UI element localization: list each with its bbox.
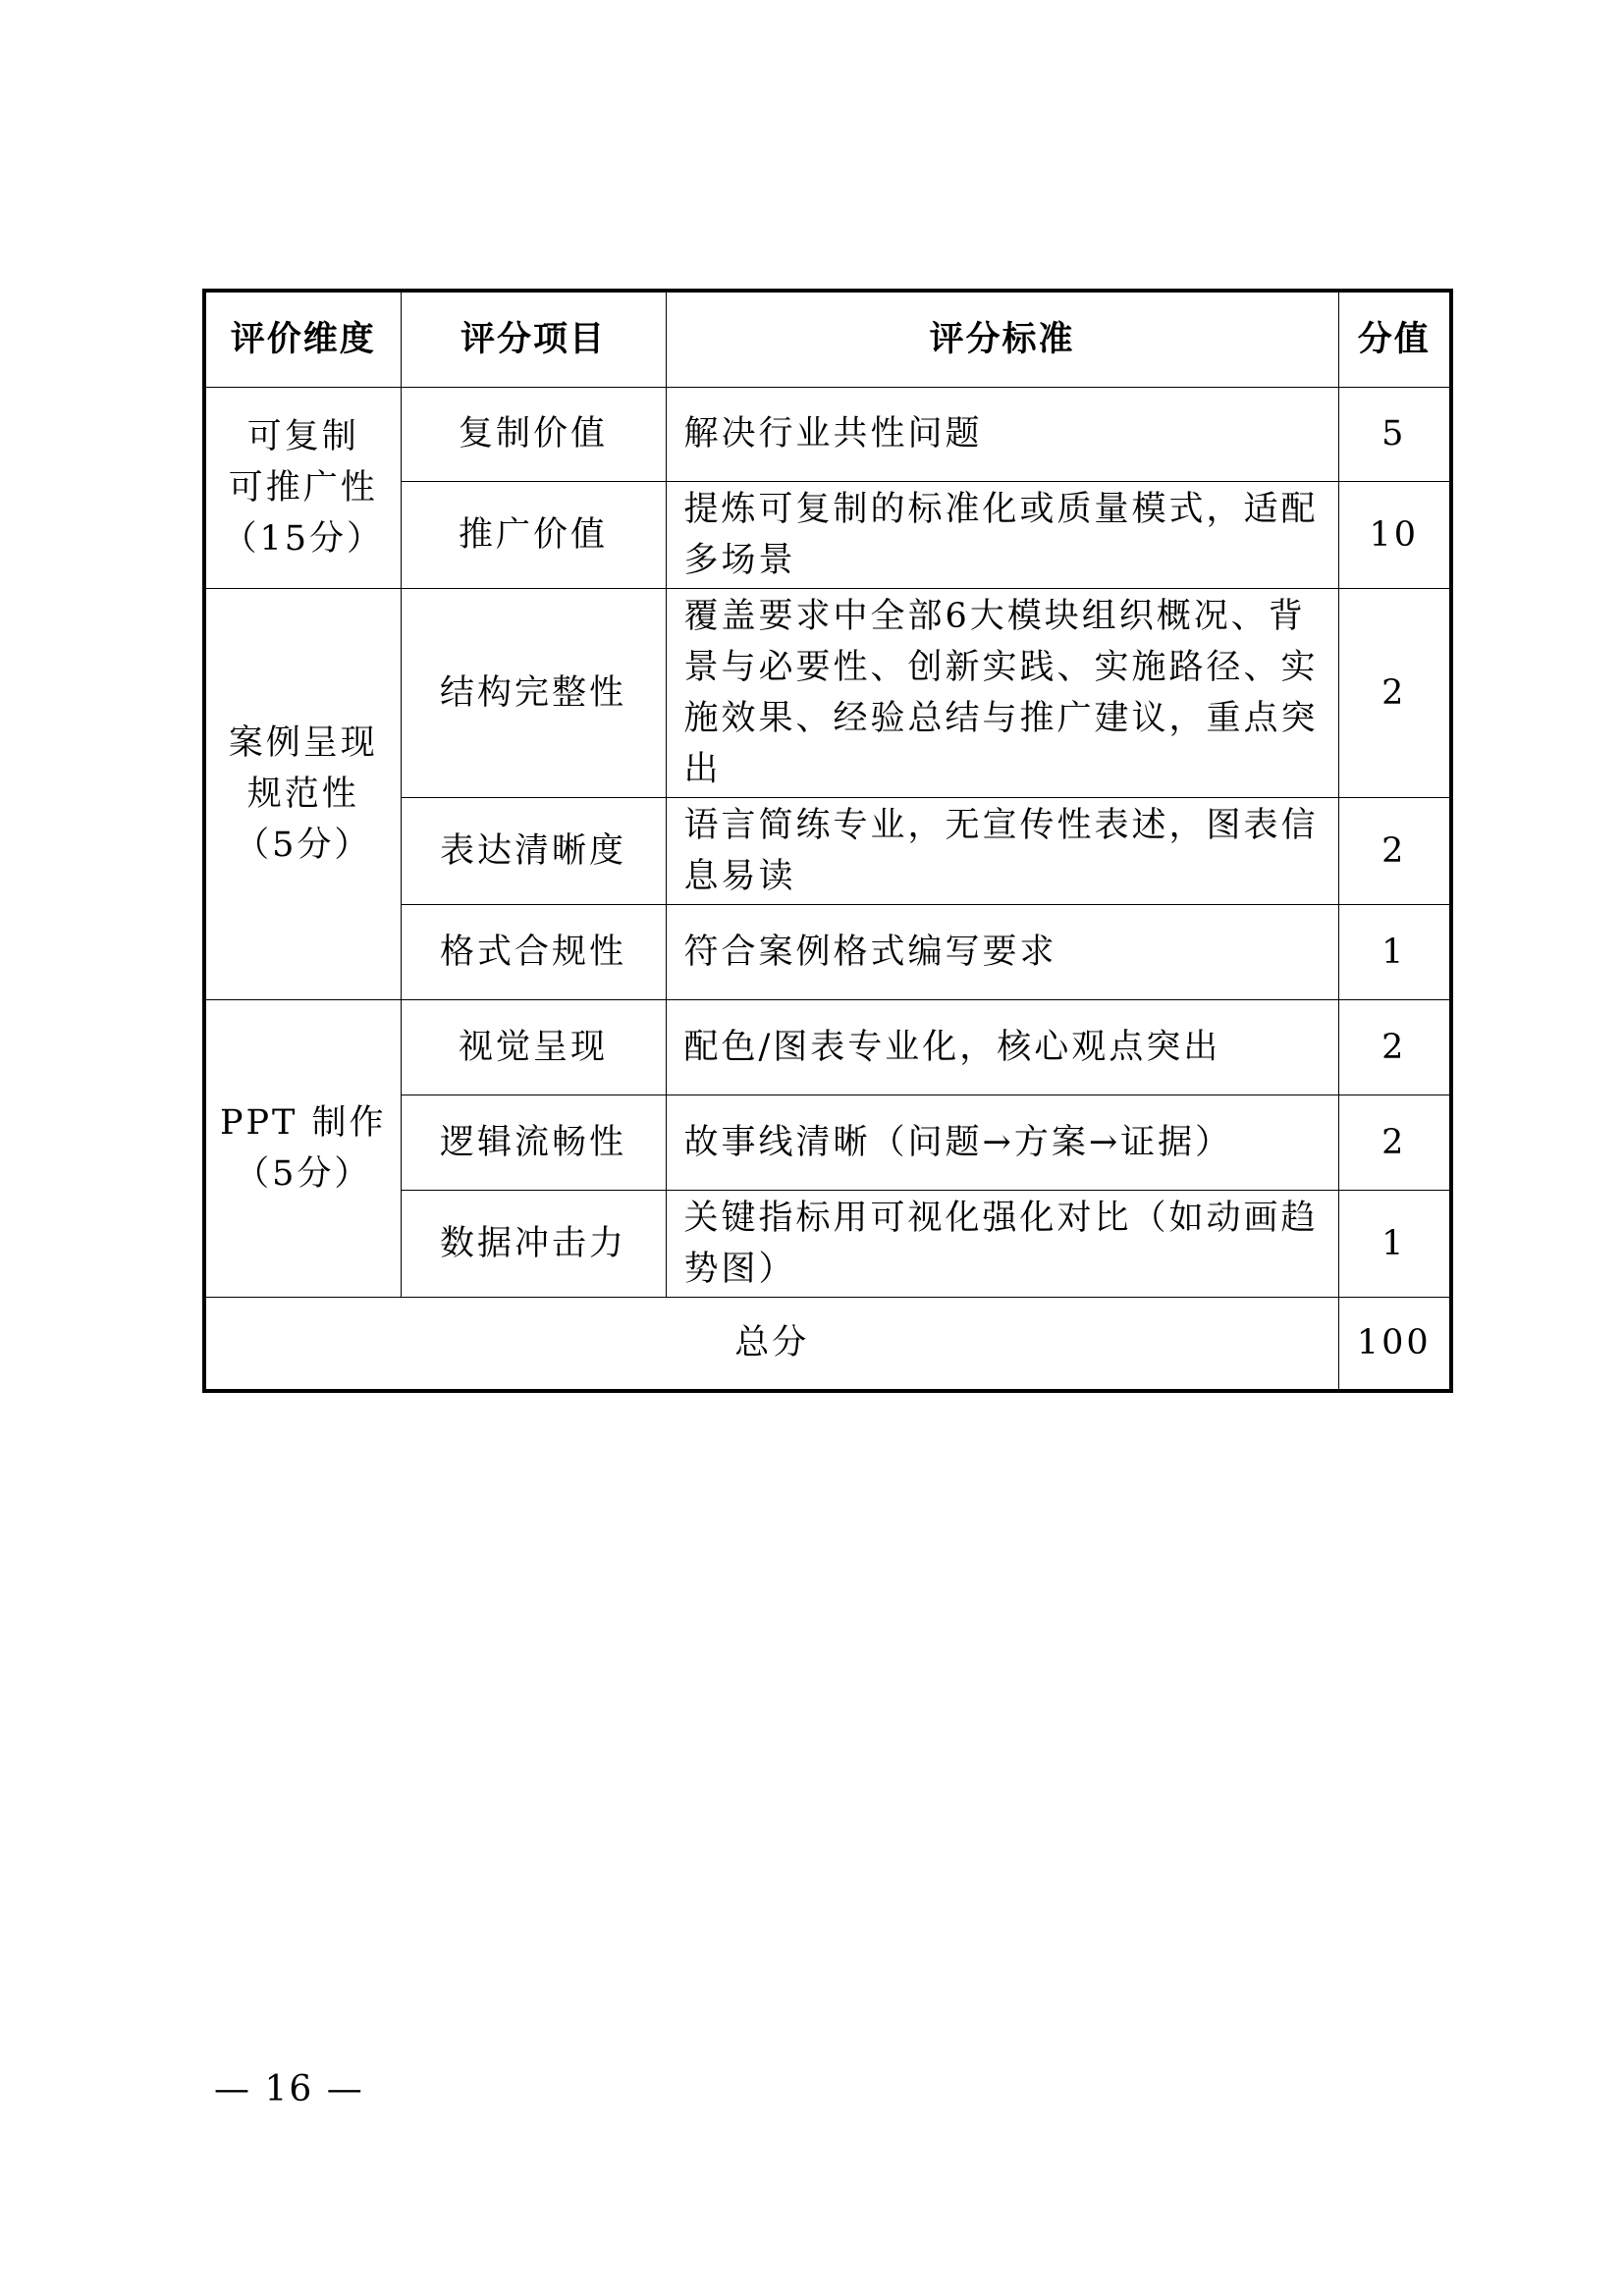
criteria-cell: 关键指标用可视化强化对比（如动画趋势图） (666, 1190, 1338, 1297)
dimension-cell (204, 588, 401, 999)
item-cell: 格式合规性 (401, 904, 666, 999)
header-score: 分值 (1338, 291, 1451, 387)
dimension-cell (204, 999, 401, 1297)
table-row (204, 387, 1451, 481)
item-cell: 复制价值 (401, 387, 666, 481)
item-cell: 逻辑流畅性 (401, 1095, 666, 1190)
score-cell: 10 (1338, 481, 1451, 588)
score-cell: 2 (1338, 1095, 1451, 1190)
table-row (204, 588, 1451, 797)
score-cell: 1 (1338, 1190, 1451, 1297)
score-cell: 1 (1338, 904, 1451, 999)
total-score: 100 (1338, 1297, 1451, 1391)
dimension-line: 规范性 (246, 774, 359, 814)
item-cell: 表达清晰度 (401, 797, 666, 904)
total-row (204, 1297, 1451, 1391)
score-cell: 2 (1338, 797, 1451, 904)
criteria-cell: 覆盖要求中全部6大模块组织概况、背景与必要性、创新实践、实施路径、实施效果、经验总结与推广建议，重点突出 (666, 588, 1338, 797)
dimension-line: 可推广性 (228, 467, 378, 507)
header-dimension: 评价维度 (204, 291, 401, 387)
dimension-line: 案例呈现 (228, 722, 378, 763)
scoring-table (202, 289, 1453, 1393)
dimension-line: （5分） (235, 1153, 372, 1194)
header-item: 评分项目 (401, 291, 666, 387)
criteria-cell: 符合案例格式编写要求 (666, 904, 1338, 999)
item-cell: 视觉呈现 (401, 999, 666, 1095)
criteria-cell: 语言简练专业，无宣传性表述，图表信息易读 (666, 797, 1338, 904)
score-cell: 2 (1338, 588, 1451, 797)
dimension-line: （15分） (222, 518, 385, 559)
score-cell: 2 (1338, 999, 1451, 1095)
item-cell: 推广价值 (401, 481, 666, 588)
criteria-cell: 故事线清晰（问题→方案→证据） (666, 1095, 1338, 1190)
item-cell: 结构完整性 (401, 588, 666, 797)
table-row (204, 999, 1451, 1095)
header-criteria: 评分标准 (666, 291, 1338, 387)
score-cell: 5 (1338, 387, 1451, 481)
criteria-cell: 配色/图表专业化，核心观点突出 (666, 999, 1338, 1095)
criteria-cell: 提炼可复制的标准化或质量模式，适配多场景 (666, 481, 1338, 588)
table-header-row (204, 291, 1451, 387)
total-label: 总分 (204, 1297, 1338, 1391)
dimension-line: 可复制 (246, 416, 359, 456)
dimension-cell (204, 387, 401, 588)
page-number: — 16 — (214, 2069, 364, 2109)
dimension-line: （5分） (235, 825, 372, 865)
item-cell: 数据冲击力 (401, 1190, 666, 1297)
criteria-cell: 解决行业共性问题 (666, 387, 1338, 481)
dimension-line: PPT 制作 (219, 1102, 387, 1143)
